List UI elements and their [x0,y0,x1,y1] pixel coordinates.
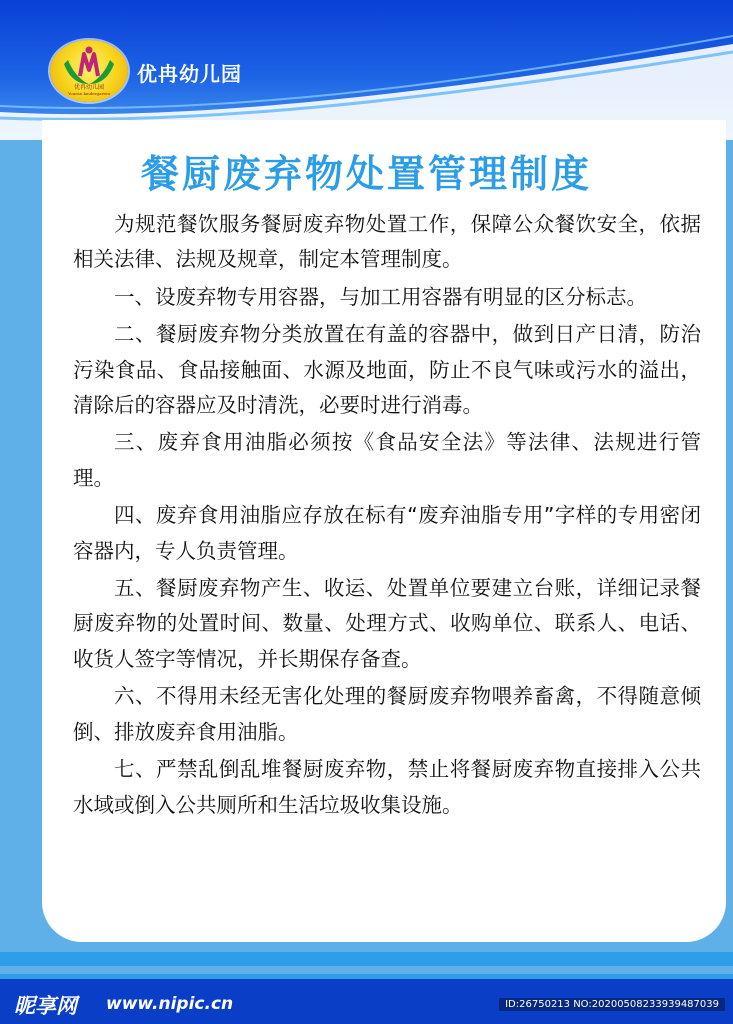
logo-caption-en: Youran kindergarten [68,91,110,96]
school-name: 优冉幼儿园 [137,62,242,86]
paragraph-rule-3: 三、废弃食用油脂必须按《食品安全法》等法律、法规进行管理。 [73,430,701,490]
paragraph-rule-4: 四、废弃食用油脂应存放在标有“废弃油脂专用”字样的专用密闭容器内，专人负责管理。 [73,503,701,563]
header-banner [0,0,733,140]
paragraph-rule-6: 六、不得用未经无害化处理的餐厨废弃物喂养畜禽，不得随意倾倒、排放废弃食用油脂。 [73,684,701,744]
paragraph-intro: 为规范餐饮服务餐厨废弃物处置工作，保障公众餐饮安全，依据相关法律、法规及规章，制定本管理制度。 [73,212,701,272]
paragraph-rule-1: 一、设废弃物专用容器，与加工用容器有明显的区分标志。 [114,284,647,309]
watermark-site-name: 昵享网 [14,994,77,1018]
document-body [73,207,701,825]
logo-caption-cn: 优冉幼儿园 [73,84,104,91]
paragraph-rule-2: 二、餐厨废弃物分类放置在有盖的容器中，做到日产日清，防治污染食品、食品接触面、水源及地面，防止不良气味或污水的溢出，清除后的容器应及时清洗，必要时进行消毒。 [73,322,701,418]
watermark-url: www.nipic.cn [106,994,234,1014]
decorative-band-top [0,952,733,966]
watermark-image-id: ID:26750213 NO:20200508233939487039 [499,998,725,1011]
kindergarten-logo [50,40,128,102]
logo-caption [50,84,128,96]
document-title: 餐厨废弃物处置管理制度 [140,152,592,196]
paragraph-rule-7: 七、严禁乱倒乱堆餐厨废弃物，禁止将餐厨废弃物直接排入公共水域或倒入公共厕所和生活垃圾收集设施。 [73,757,701,817]
paragraph-rule-5: 五、餐厨废弃物产生、收运、处置单位要建立台账，详细记录餐厨废弃物的处置时间、数量、处理方式、收购单位、联系人、电话、收货人签字等情况，并长期保存备查。 [73,576,701,671]
